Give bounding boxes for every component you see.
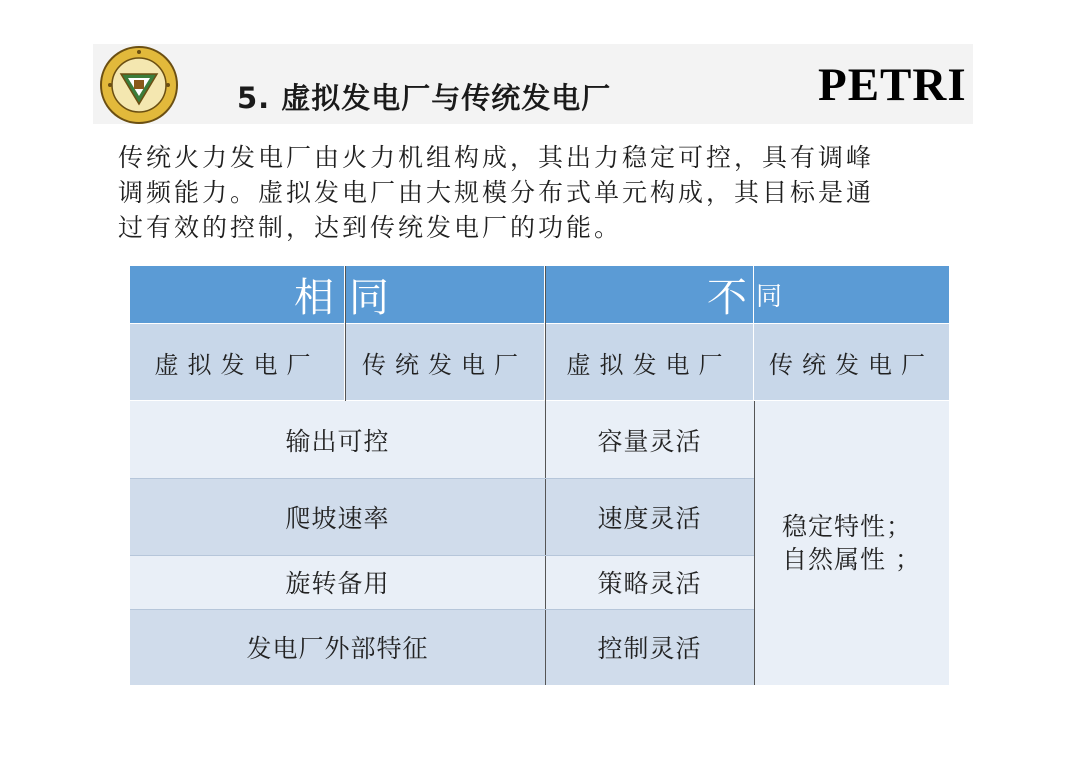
row-virtual-diff-cell: 速度灵活 [545, 478, 754, 555]
diff-header-left: 不 [545, 266, 754, 324]
intro-line: 传统火力发电厂由火力机组构成，其出力稳定可控，具有调峰 [118, 143, 875, 172]
subheader-traditional-same: 传统发电厂 [345, 324, 545, 401]
comparison-table [130, 266, 949, 685]
subheader-traditional-diff: 传统发电厂 [754, 324, 949, 401]
grid-line [345, 266, 346, 401]
row-same-cell: 旋转备用 [130, 555, 545, 609]
intro-line: 过有效的控制，达到传统发电厂的功能。 [118, 213, 623, 242]
row-virtual-diff-cell: 策略灵活 [545, 555, 754, 609]
grid-line [130, 478, 754, 479]
row-virtual-diff-cell: 容量灵活 [545, 401, 754, 478]
grid-line [130, 555, 754, 556]
traditional-diff-line: 稳定特性； [782, 512, 913, 541]
row-same-cell: 爬坡速率 [130, 478, 545, 555]
grid-line [754, 401, 755, 685]
intro-line: 调频能力。虚拟发电厂由大规模分布式单元构成，其目标是通 [118, 178, 875, 207]
grid-line [130, 609, 754, 610]
same-header-left: 相 [130, 266, 345, 324]
subheader-virtual-diff: 虚拟发电厂 [545, 324, 754, 401]
grid-line [545, 266, 546, 685]
row-virtual-diff-cell: 控制灵活 [545, 609, 754, 685]
university-logo [98, 44, 180, 126]
subheader-virtual-same: 虚拟发电厂 [130, 324, 345, 401]
same-header-right: 同 [345, 266, 545, 324]
brand-logo-text: PETRI [818, 59, 967, 111]
row-same-cell: 输出可控 [130, 401, 545, 478]
row-same-cell: 发电厂外部特征 [130, 609, 545, 685]
traditional-diff-merged-cell [754, 401, 949, 685]
slide-title: 5. 虚拟发电厂与传统发电厂 [237, 81, 612, 115]
intro-paragraph [118, 140, 948, 245]
diff-header-right: 同 [754, 266, 949, 324]
traditional-diff-line: 自然属性 ； [782, 545, 921, 574]
